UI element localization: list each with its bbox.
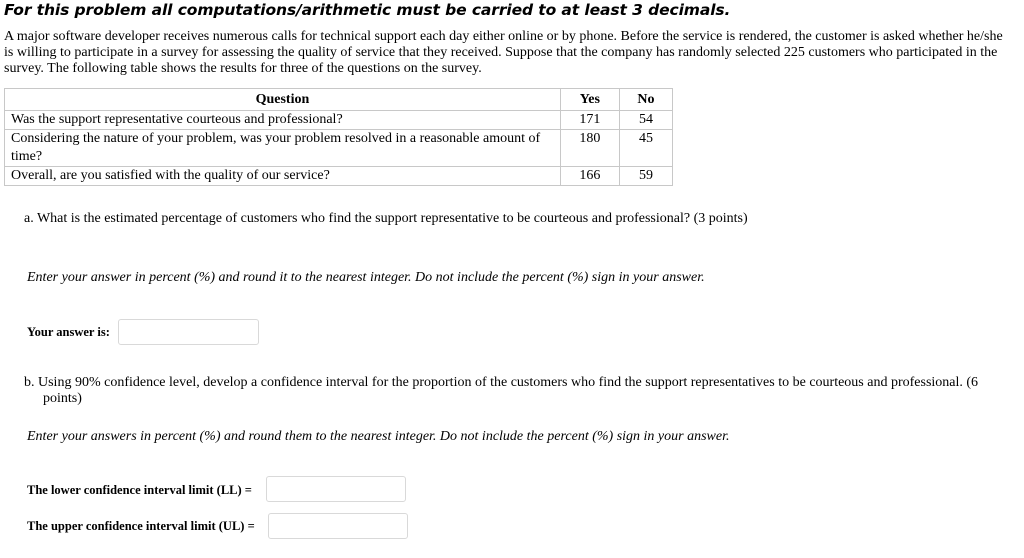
upper-limit-input[interactable] bbox=[268, 513, 408, 539]
table-row bbox=[5, 111, 673, 130]
part-a-instruction: Enter your answer in percent (%) and round it to the nearest integer. Do not include the percent (%) sign in your answer. bbox=[27, 270, 705, 285]
row-no-count: 59 bbox=[619, 167, 672, 186]
part-b-instruction: Enter your answers in percent (%) and round them to the nearest integer. Do not include the percent (%) sign in your answer. bbox=[27, 429, 730, 444]
row-no-count: 54 bbox=[619, 111, 672, 130]
part-a-answer-input[interactable] bbox=[118, 319, 259, 345]
table-header-row bbox=[5, 89, 673, 111]
survey-table bbox=[4, 88, 673, 186]
header-question: Question bbox=[5, 89, 561, 111]
header-yes: Yes bbox=[560, 89, 619, 111]
row-question: Was the support representative courteous and professional? bbox=[5, 111, 561, 130]
table-row bbox=[5, 130, 673, 167]
header-no: No bbox=[619, 89, 672, 111]
lower-limit-label: The lower confidence interval limit (LL) = bbox=[27, 483, 252, 497]
row-yes-count: 166 bbox=[560, 167, 619, 186]
row-no-count: 45 bbox=[619, 130, 672, 167]
row-question: Considering the nature of your problem, was your problem resolved in a reasonable amount of time? bbox=[5, 130, 561, 167]
problem-heading: For this problem all computations/arithmetic must be carried to at least 3 decimals. bbox=[4, 1, 731, 19]
part-a-answer-label: Your answer is: bbox=[27, 325, 110, 339]
problem-intro: A major software developer receives numerous calls for technical support each day either online or by phone. Before the service is rendered, the customer is asked whether he/she is willing to participate in a survey for assessing the quality of service that they received. Suppose that the company has randomly selected 225 customers who participated in the survey. The following table shows the results for three of the questions on the survey. bbox=[4, 29, 1003, 76]
part-b-question: b. Using 90% confidence level, develop a confidence interval for the proportion of the customers who find the support representatives to be courteous and professional. (6 points) bbox=[24, 375, 979, 406]
part-a-question: a. What is the estimated percentage of customers who find the support representative to be courteous and professional? (3 points) bbox=[24, 211, 748, 226]
lower-limit-input[interactable] bbox=[266, 476, 406, 502]
row-yes-count: 171 bbox=[560, 111, 619, 130]
row-yes-count: 180 bbox=[560, 130, 619, 167]
table-row bbox=[5, 167, 673, 186]
upper-limit-label: The upper confidence interval limit (UL) = bbox=[27, 519, 255, 533]
row-question: Overall, are you satisfied with the quality of our service? bbox=[5, 167, 561, 186]
